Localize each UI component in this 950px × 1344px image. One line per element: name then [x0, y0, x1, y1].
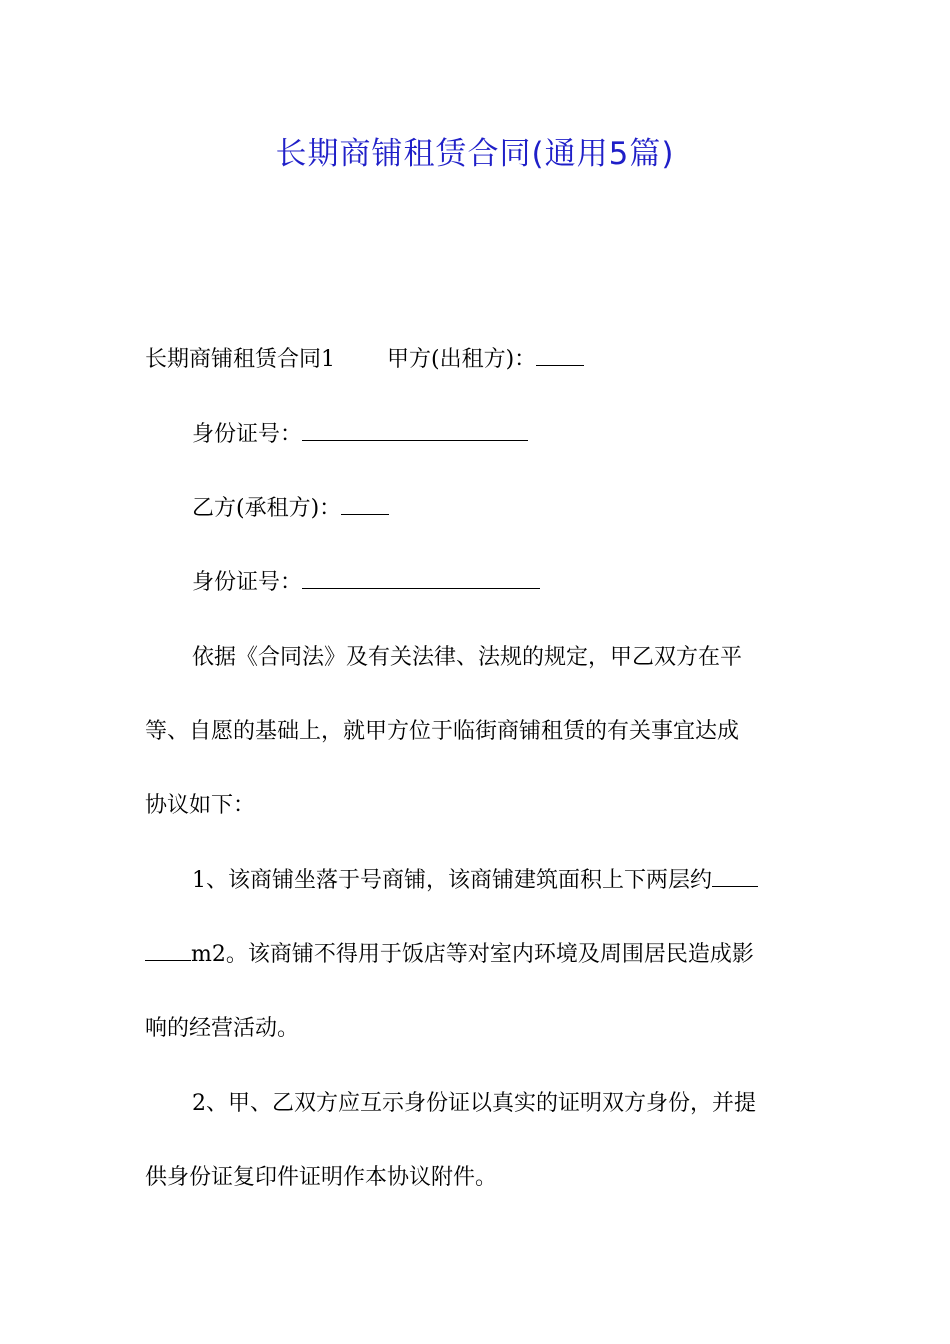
area-blank-b — [145, 940, 191, 961]
document-title: 长期商铺租赁合同(通用5篇) — [275, 136, 675, 172]
party-a-id-line — [192, 420, 528, 450]
paragraph-line: 等、自愿的基础上，就甲方位于临街商铺租赁的有关事宜达成 — [145, 719, 740, 744]
clause-1-text: 1、该商铺坐落于号商铺，该商铺建筑面积上下两层约 — [192, 868, 712, 893]
party-a-blank — [536, 345, 584, 366]
party-a-id-label: 身份证号： — [192, 422, 303, 447]
party-a-label: 甲方(出租方)： — [387, 347, 537, 372]
paragraph-line: 2、甲、乙双方应互示身份证以真实的证明双方身份，并提 — [192, 1091, 756, 1116]
area-blank-a — [712, 866, 758, 887]
party-a-id-blank — [302, 420, 528, 441]
paragraph-line: 协议如下： — [145, 793, 256, 818]
clause-1-line-2 — [145, 940, 754, 970]
party-b-label: 乙方(承租方)： — [192, 496, 342, 521]
paragraph-line: 响的经营活动。 — [145, 1016, 300, 1041]
paragraph-line: 供身份证复印件证明作本协议附件。 — [145, 1165, 498, 1190]
paragraph-line: 依据《合同法》及有关法律、法规的规定，甲乙双方在平 — [192, 645, 743, 670]
party-b-id-label: 身份证号： — [192, 570, 303, 595]
contract-subtitle: 长期商铺租赁合同1 — [145, 347, 335, 372]
party-b-blank — [341, 494, 389, 515]
clause-1-text-cont: m2。该商铺不得用于饭店等对室内环境及周围居民造成影 — [191, 942, 754, 967]
party-b-line — [192, 494, 389, 524]
party-b-id-line — [192, 568, 540, 598]
party-b-id-blank — [302, 568, 540, 589]
contract-heading-line — [145, 345, 584, 375]
clause-1-line-1 — [192, 866, 758, 896]
